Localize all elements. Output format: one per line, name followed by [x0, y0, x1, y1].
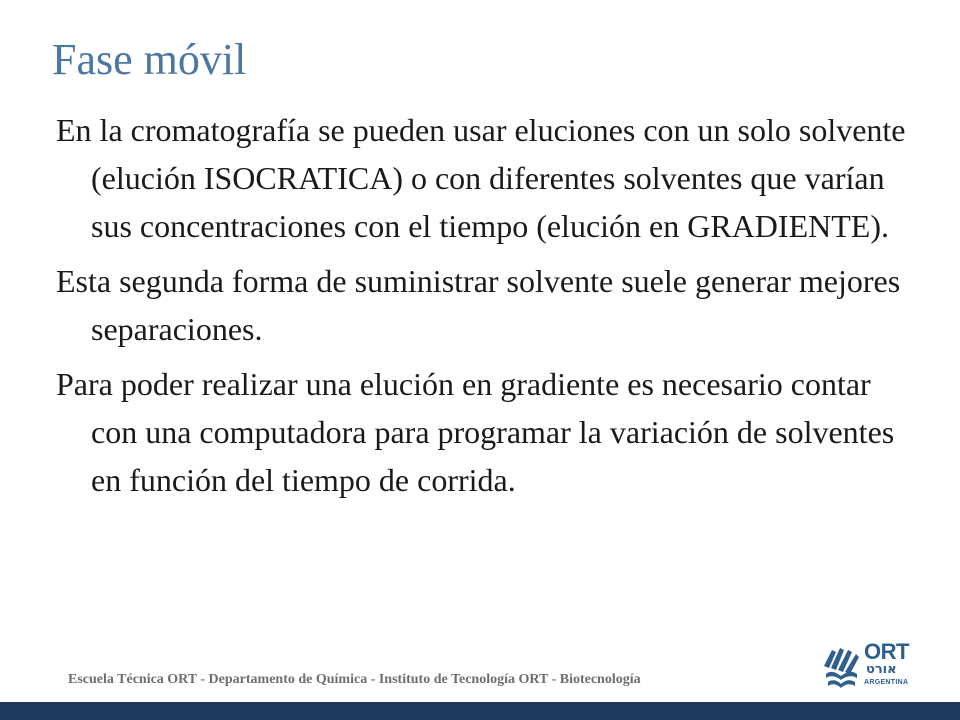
footer-institution-text: Escuela Técnica ORT - Departamento de Química - Instituto de Tecnología ORT - Biotecnología	[68, 672, 641, 687]
ort-emblem-icon	[820, 644, 862, 690]
logo-hebrew-text: אורט	[866, 662, 897, 677]
paragraph-better-separations: Esta segunda forma de suministrar solvente suele generar mejores separaciones.	[56, 263, 901, 347]
slide-body	[56, 106, 916, 511]
bottom-bar	[0, 702, 960, 720]
paragraph-isocratic-gradient: En la cromatografía se pueden usar eluciones con un solo solvente (elución ISOCRATICA) o con diferentes solventes que varían sus concentraciones con el tiempo (elución en GRADIENTE).	[56, 112, 906, 244]
logo-subtitle: ARGENTINA	[864, 679, 909, 686]
ort-logo	[820, 640, 910, 692]
slide-title: Fase móvil	[52, 35, 247, 84]
paragraph-computer-required: Para poder realizar una elución en gradiente es necesario contar con una computadora para programar la variación de solventes en función del tiempo de corrida.	[56, 366, 895, 498]
logo-wordmark: ORT	[864, 639, 909, 664]
